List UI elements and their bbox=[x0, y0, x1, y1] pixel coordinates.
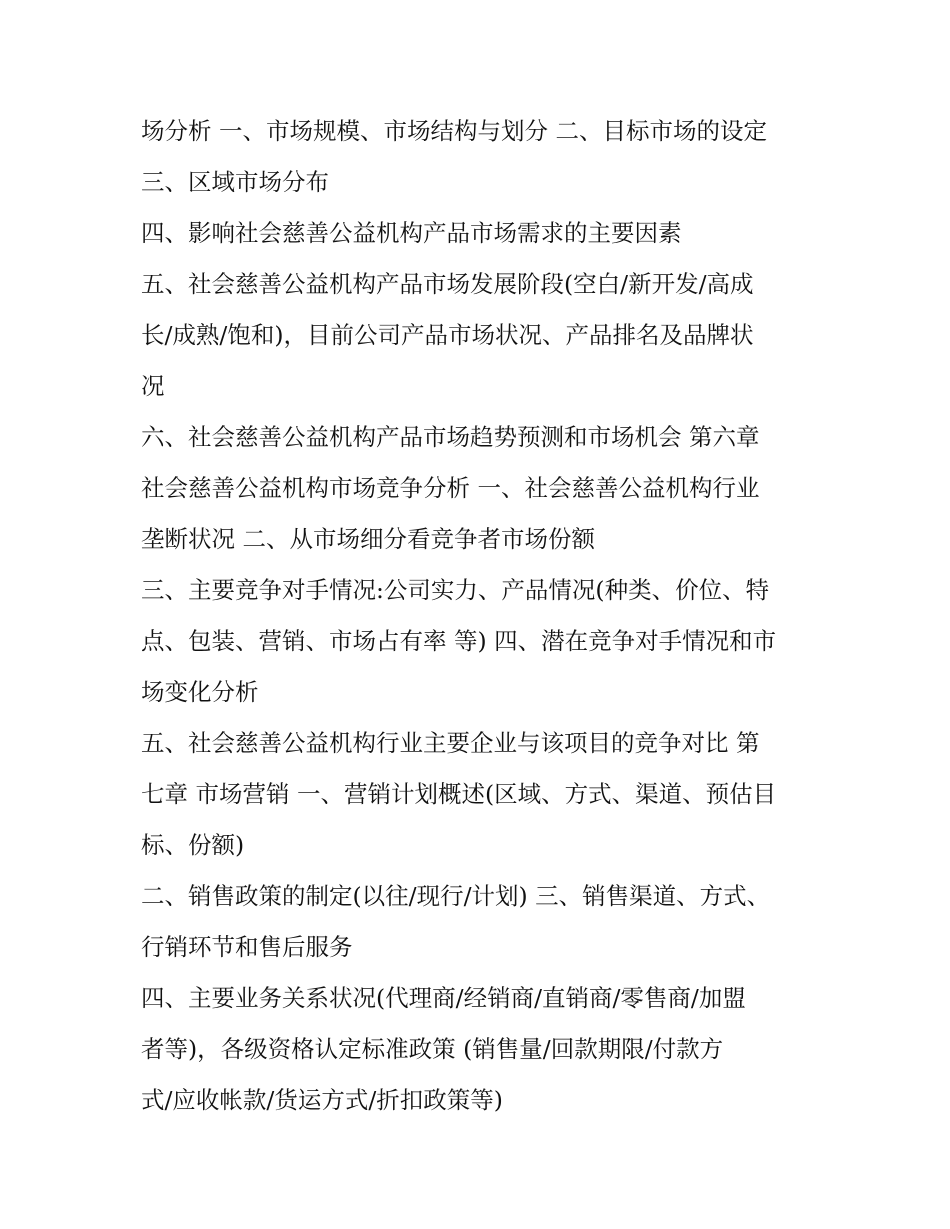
text-line-4: 五、社会慈善公益机构产品市场发展阶段(空白/新开发/高成 bbox=[141, 270, 754, 298]
text-line-14: 七章 市场营销 一、营销计划概述(区域、方式、渠道、预估目 bbox=[141, 780, 777, 808]
document-body bbox=[141, 106, 811, 1126]
text-line-18: 四、主要业务关系状况(代理商/经销商/直销商/零售商/加盟 bbox=[141, 984, 746, 1012]
text-line-6: 况 bbox=[141, 372, 165, 400]
text-line-2: 三、区域市场分布 bbox=[141, 168, 329, 196]
text-line-11: 点、包装、营销、市场占有率 等) 四、潜在竞争对手情况和市 bbox=[141, 627, 777, 655]
text-line-17: 行销环节和售后服务 bbox=[141, 933, 353, 961]
text-line-20: 式/应收帐款/货运方式/折扣政策等) bbox=[141, 1086, 503, 1114]
text-line-1: 场分析 一、市场规模、市场结构与划分 二、目标市场的设定 bbox=[141, 117, 767, 145]
text-line-9: 垄断状况 二、从市场细分看竞争者市场份额 bbox=[141, 525, 595, 553]
text-line-12: 场变化分析 bbox=[141, 678, 259, 706]
text-line-3: 四、影响社会慈善公益机构产品市场需求的主要因素 bbox=[141, 219, 682, 247]
text-line-13: 五、社会慈善公益机构行业主要企业与该项目的竞争对比 第 bbox=[141, 729, 760, 757]
text-line-7: 六、社会慈善公益机构产品市场趋势预测和市场机会 第六章 bbox=[141, 423, 760, 451]
text-line-15: 标、份额) bbox=[141, 831, 245, 859]
text-line-16: 二、销售政策的制定(以往/现行/计划) 三、销售渠道、方式、 bbox=[141, 882, 771, 910]
text-line-8: 社会慈善公益机构市场竞争分析 一、社会慈善公益机构行业 bbox=[141, 474, 760, 502]
text-line-10: 三、主要竞争对手情况:公司实力、产品情况(种类、价位、特 bbox=[141, 576, 770, 604]
text-line-5: 长/成熟/饱和)，目前公司产品市场状况、产品排名及品牌状 bbox=[141, 321, 754, 349]
text-line-19: 者等)，各级资格认定标准政策 (销售量/回款期限/付款方 bbox=[141, 1035, 724, 1063]
